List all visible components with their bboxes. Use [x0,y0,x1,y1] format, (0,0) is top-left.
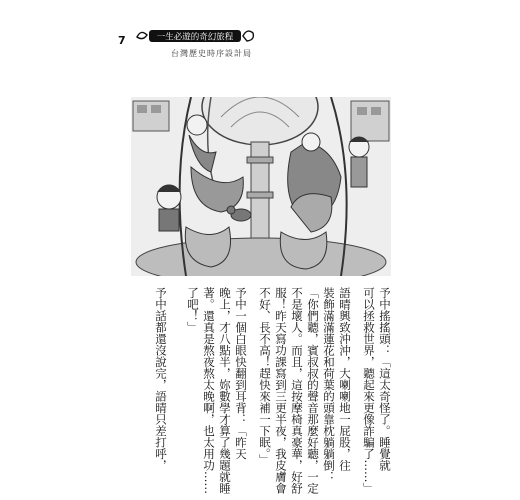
body-column: 予中一個白眼快翻到耳背：「昨天 [234,287,248,460]
body-text [130,287,392,494]
comic-scene-icon [131,97,391,276]
body-column: 不是壞人。而且，這按摩椅真豪華，好舒 [290,287,304,494]
comic-illustration [131,97,391,276]
series-title: 一生必遊的奇幻旅程 [156,32,234,43]
body-column: 晚上，才八點半，妳數學才算了幾題就睡 [218,287,232,494]
header-subtitle: 台灣歷史時序設計局 [171,49,252,58]
body-column: 語晴興致沖沖，大喇喇地一屁股，往 [338,287,352,471]
body-column: 不好、長不高！趕快來補一下眠。」 [258,287,272,466]
body-column: 服！昨天寫功課寫到三更半夜，我皮膚會 [274,287,288,494]
page-number: 7 [118,34,126,47]
body-column: 予中搖搖頭：「這太奇怪了。睡覺就 [378,287,392,471]
body-column: 了吧！」 [186,287,200,333]
series-logo [135,27,257,45]
body-column: 著。還真是熬夜熬太晚啊，也太用功…… [202,287,216,494]
body-column: 可以拯救世界，聽起來更像詐騙了……」 [362,287,376,494]
body-column: 予中話都還沒說完，語晴只差打呼， [154,287,168,471]
body-column: 裝飾滿滿蓮花和荷葉的頭靠枕躺躺倒： [322,287,336,483]
body-column: 「你們聽，賓叔叔的聲音那麼好聽，一定 [306,287,320,494]
